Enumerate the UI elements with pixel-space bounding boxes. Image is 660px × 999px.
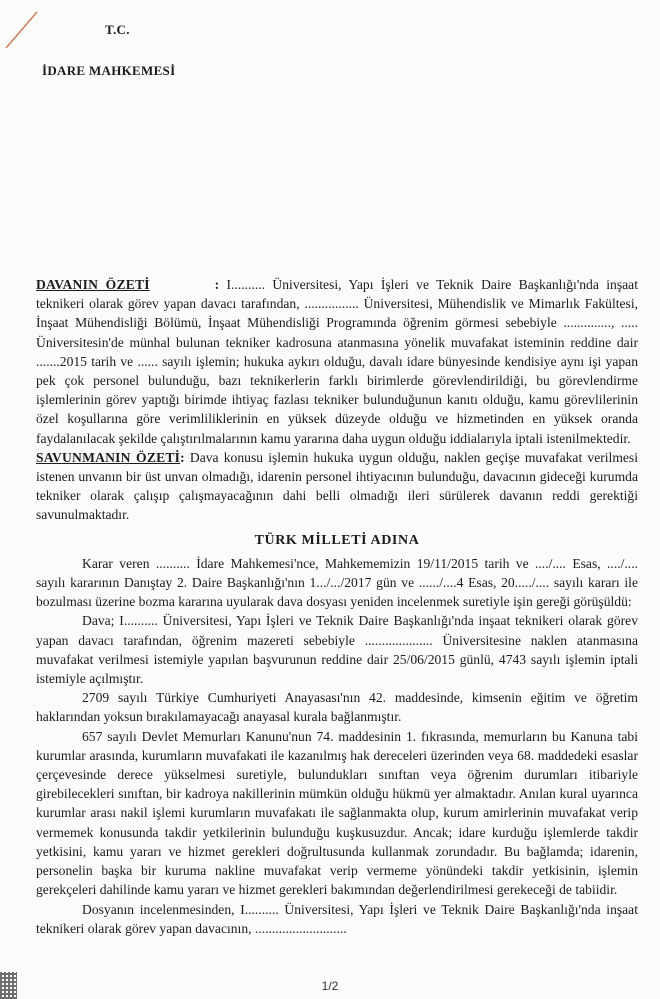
- pen-slash-mark: [4, 10, 40, 50]
- paragraph-5: Dosyanın incelenmesinden, I.......... Üniversitesi, Yapı İşleri ve Teknik Daire Başkanlığı'nda inşaat teknikeri olarak görev yapan davacının, ...........................: [36, 901, 638, 936]
- page-number: 1/2: [321, 979, 339, 993]
- paragraph-3: 2709 sayılı Türkiye Cumhuriyeti Anayasası'nın 42. maddesinde, kimsenin eğitim ve öğretim haklarından yoksun bırakılamayacağı anayasal kurala bağlanmıştır.: [36, 690, 638, 725]
- document-body: [36, 275, 638, 938]
- defense-label: SAVUNMANIN ÖZETİ: [36, 449, 181, 465]
- summary-label: DAVANIN ÖZETİ: [36, 277, 150, 292]
- summary-paragraph: [36, 275, 638, 448]
- summary-text: I.......... Üniversitesi, Yapı İşleri ve Teknik Daire Başkanlığı'nda inşaat teknikeri olarak görev yapan davacı tarafından, ................ Üniversitesi, Mühendislik ve Mimarlık Fakültesi, İnşaat Mühendisliği Bölümü, İnşaat Mühendisliği Programında öğrenim görmesi sebebiyle .............., ..... Üniversitesin'de münhal bulunan tekniker kadrosuna atanmasına yönelik muvafakat isteminin reddine dair .......2015 tarih ve ...... sayılı işlemin; hukuka aykırı olduğu, davalı idare bünyesinde kendisiye aynı işi yapan pek çok personel bulunduğu, bazı teknikerlerin farklı birimlerde görevlendirildiği, bu görevlendirme işlemlerinin görev yaptığı birimde ihtiyaç fazlası tekniker bulunduğunun kanıtı olduğu, kamu görevlilerinin özel koşullarına göre verimliliklerinin en yüksek düzeyde olduğu ve hizmetinden en yüksek oranda faydalanılacak şekilde çalıştırılmalarının kamu yararına daha uygun olduğu iddialarıyla iptali istenilmektedir.: [36, 277, 638, 446]
- defense-separator: :: [180, 449, 185, 465]
- paragraph-1: Karar veren .......... İdare Mahkemesi'nce, Mahkememizin 19/11/2015 tarih ve ..../.... Esas, ..../.... sayılı kararının Danıştay 2. Daire Başkanlığı'nın 1.../.../2017 gün ve ....../....4 Esas, 20...../.... sayılı kararı ile bozulması üzerine bozma kararına uyularak dava dosyası yeniden incelenmek suretiyle işin gereği görüşüldü:: [36, 555, 638, 610]
- defense-text: Dava konusu işlemin hukuka uygun olduğu, naklen geçişe muvafakat verilmesi istenen unvanın bir üst unvan olmadığı, idarenin personel ihtiyacının bulunduğu, davacının gideceği kurumda tekniker olarak çalışıp çalışmayacağının dahi belli olmadığı ileri sürülerek davanın reddi gerektiği savunulmaktadır.: [36, 449, 639, 523]
- summary-separator: :: [214, 277, 220, 292]
- decision-title: TÜRK MİLLETİ ADINA: [254, 532, 420, 548]
- paragraph-2: Dava; I.......... Üniversitesi, Yapı İşleri ve Teknik Daire Başkanlığı'nda inşaat teknikeri olarak görev yapan davacı tarafından, öğrenim mazereti sebebiyle .................... Üniversitesine naklen atanmasına muvafakat verilmesi istemiyle yapılan başvurunun reddine dair 25/06/2015 günlü, 4743 sayılı işlemin iptali istemiyle açılmıştır.: [36, 613, 638, 687]
- header-tc: T.C.: [105, 22, 130, 37]
- defense-paragraph: [36, 448, 638, 525]
- paragraph-4: 657 sayılı Devlet Memurları Kanunu'nun 74. maddesinin 1. fıkrasında, memurların bu Kanuna tabi kurumlar arasında, kurumların muvafakati ile kazanılmış hak dereceleri üzerinden veya 68. maddedeki esaslar çerçevesinde derece yükselmesi suretiyle, bulundukları sınıftan veya öğrenim durumları itibariyle girebilecekleri sınıftan, bir kadroya nakillerinin mümkün olduğu hükmü yer almaktadır. Anılan kural uyarınca kurumlar arası nakil işlemi kurumların muvafakatı ile sağlanmakta olup, kurum amirlerinin muvafakat verip vermemek konusunda takdir yetkilerinin bulunduğu kuşkusuzdur. Ancak; idare kurduğu işlemlerde takdir yetkisini, kamu yararı ve hizmet gerekleri doğrultusunda kullanmak zorundadır. Bu bağlamda; idarenin, personelin başka bir kuruma nakline muvafakat verip vermeme yönündeki takdir yetkisinin, işlemin gerekçeleri dahilinde kamu yararı ve hizmet gerekleri bakımından değerlendirilmesi gerekeceği de tabiidir.: [36, 728, 638, 898]
- court-name: İDARE MAHKEMESİ: [42, 63, 176, 78]
